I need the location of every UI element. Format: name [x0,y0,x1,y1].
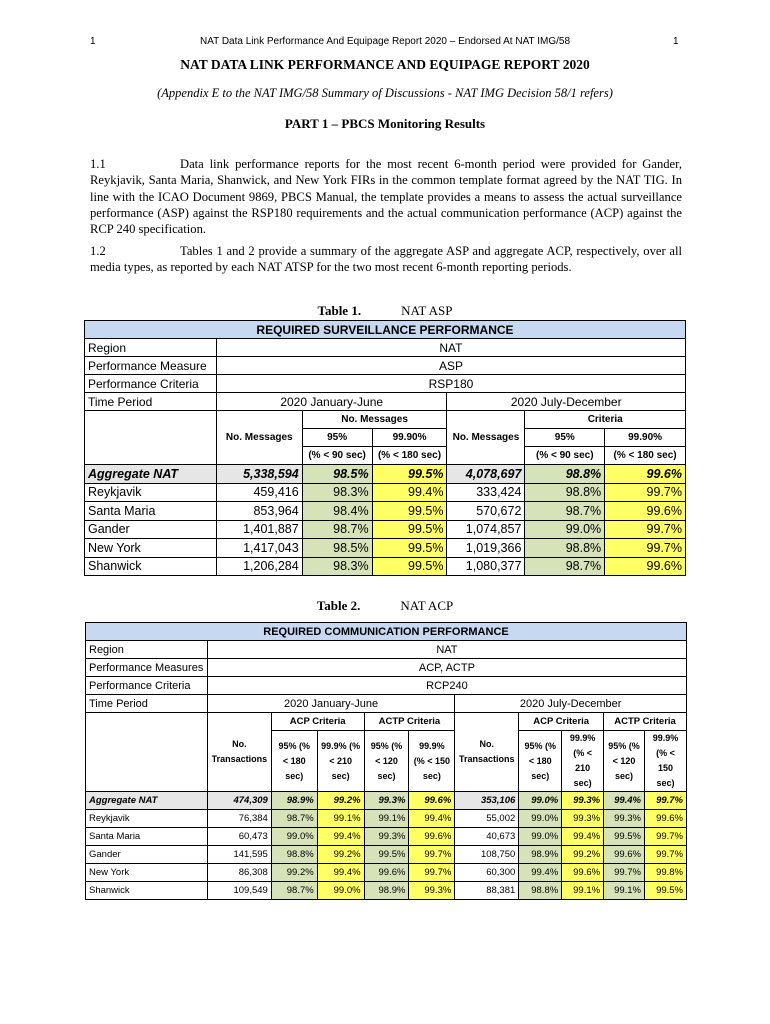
table2-transactions-2: 108,750 [455,846,519,864]
table2-actp95-1: 99.6% [364,864,409,882]
table2-acp95-1: 98.7% [271,882,317,900]
table2-h-actp95-2: 95% (% < 120 sec) [604,731,645,792]
document-title: NAT DATA LINK PERFORMANCE AND EQUIPAGE REPORT 2020 [180,57,590,72]
table2-row [86,810,687,828]
table2-transactions-1: 76,384 [207,810,271,828]
table2-actp95-2: 99.1% [604,882,645,900]
table2-region-name: New York [86,864,208,882]
table2-transactions-2: 40,673 [455,828,519,846]
table1-sub2: Criteria [525,411,686,429]
table2-transactions-2: 60,300 [455,864,519,882]
table1-caption-title: NAT ASP [401,303,453,318]
table2-acp999-2: 99.3% [562,792,604,810]
table2-actp95-1: 99.1% [364,810,409,828]
table2-transactions-1: 474,309 [207,792,271,810]
table1-p95-2: 98.7% [525,502,605,521]
table2-acp95-2: 99.4% [519,864,562,882]
table2-acp999-1: 99.4% [317,828,364,846]
table2-transactions-1: 60,473 [207,828,271,846]
table1-row [85,539,686,558]
table2-banner: REQUIRED COMMUNICATION PERFORMANCE [86,623,687,641]
table1-measure-value: ASP [216,357,685,375]
table2-acp999-1: 99.1% [317,810,364,828]
page-number-left: 1 [90,36,96,47]
table2-transactions-1: 86,308 [207,864,271,882]
table2-h-acp95-1: 95% (% < 180 sec) [271,731,317,792]
table2-actp95-1: 99.5% [364,846,409,864]
table2-actp95-2: 99.5% [604,828,645,846]
table1-messages-2: 1,019,366 [447,539,525,558]
table2-measure-label: Performance Measures [86,659,208,677]
table1-messages-1: 1,206,284 [216,557,302,576]
table1-p999-1: 99.5% [372,539,447,558]
table1-row [85,520,686,539]
table2-actp999-2: 99.6% [645,810,687,828]
table2-actp95-1: 99.3% [364,828,409,846]
table1-p95-1: 98.4% [302,502,372,521]
table1-p999-1: 99.5% [372,465,447,484]
table2-transactions-1: 141,595 [207,846,271,864]
table1-crit95-1: (% < 90 sec) [302,447,372,465]
table1-p95-2: 98.7% [525,557,605,576]
table2-acp999-2: 99.4% [562,828,604,846]
table2-acp95-1: 99.0% [271,828,317,846]
table2-acp999-1: 99.0% [317,882,364,900]
part-heading: PART 1 – PBCS Monitoring Results [284,116,486,131]
table1-region-name: Santa Maria [85,502,217,521]
table2-acp999-2: 99.1% [562,882,604,900]
table2-acp999-2: 99.3% [562,810,604,828]
table2-acp999-1: 99.4% [317,864,364,882]
table1-region-name: Aggregate NAT [85,465,217,484]
table1-region-name: Shanwick [85,557,217,576]
table2-criteria-value: RCP240 [207,677,686,695]
table2-row [86,882,687,900]
table1-p999-2: 99.7% [605,539,686,558]
table2-acp95-1: 99.2% [271,864,317,882]
table1-region-name: New York [85,539,217,558]
table1-p999-1: 99.5% [372,502,447,521]
table1-caption [0,303,770,319]
table2-criteria-label: Performance Criteria [86,677,208,695]
table2-row [86,864,687,882]
table1-no-messages-1: No. Messages [216,411,302,465]
table2-acp95-1: 98.7% [271,810,317,828]
table1-col999-2: 99.90% [605,429,686,447]
table2-acp-criteria-2: ACP Criteria [519,713,604,731]
table1-measure-label: Performance Measure [85,357,217,375]
table1-nat-asp [84,320,686,576]
table1-messages-2: 1,074,857 [447,520,525,539]
table1-row [85,502,686,521]
table2-acp95-2: 99.0% [519,828,562,846]
table1-aggregate-row [85,465,686,484]
table2-transactions-2: 88,381 [455,882,519,900]
table2-actp999-1: 99.3% [409,882,455,900]
table1-messages-1: 1,401,887 [216,520,302,539]
table1-caption-label: Table 1. [317,303,362,318]
table1-messages-1: 853,964 [216,502,302,521]
table2-actp999-2: 99.7% [645,828,687,846]
table1-messages-1: 459,416 [216,483,302,502]
table2-actp999-2: 99.7% [645,792,687,810]
table2-no-transactions-2: No. Transactions [455,713,519,792]
table2-acp999-2: 99.6% [562,864,604,882]
page-number-right: 1 [673,36,679,47]
table2-acp95-2: 98.8% [519,882,562,900]
table2-actp999-1: 99.6% [409,828,455,846]
table1-p999-1: 99.5% [372,557,447,576]
table2-actp95-2: 99.4% [604,792,645,810]
table1-p999-2: 99.6% [605,502,686,521]
table2-acp95-1: 98.8% [271,846,317,864]
table2-acp999-1: 99.2% [317,846,364,864]
table1-col95-2: 95% [525,429,605,447]
table2-actp999-1: 99.4% [409,810,455,828]
table2-row [86,846,687,864]
table1-p999-2: 99.6% [605,557,686,576]
table1-p95-2: 99.0% [525,520,605,539]
table2-acp95-1: 98.9% [271,792,317,810]
table2-actp-criteria-1: ACTP Criteria [364,713,455,731]
table2-transactions-2: 353,106 [455,792,519,810]
table2-transactions-2: 55,002 [455,810,519,828]
table2-actp95-1: 99.3% [364,792,409,810]
table2-acp999-1: 99.2% [317,792,364,810]
table2-acp-criteria-1: ACP Criteria [271,713,364,731]
table1-p95-2: 98.8% [525,483,605,502]
table2-actp999-2: 99.7% [645,846,687,864]
table1-region-name: Reykjavik [85,483,217,502]
table2-actp999-1: 99.6% [409,792,455,810]
table2-header-blank [86,713,208,792]
table1-p999-1: 99.4% [372,483,447,502]
table2-actp999-1: 99.7% [409,864,455,882]
table1-crit999-2: (% < 180 sec) [605,447,686,465]
table2-actp95-2: 99.6% [604,846,645,864]
table1-p95-1: 98.3% [302,483,372,502]
table1-row [85,483,686,502]
table2-actp999-2: 99.5% [645,882,687,900]
table1-time-label: Time Period [85,393,217,411]
table2-no-transactions-1: No. Transactions [207,713,271,792]
table2-region-name: Gander [86,846,208,864]
paragraph-text: Tables 1 and 2 provide a summary of the aggregate ASP and aggregate ACP, respectively, over all media types, as reported by each NAT ATSP for the two most recent 6-month reporting periods. [90,244,682,275]
table2-actp95-2: 99.3% [604,810,645,828]
table1-criteria-label: Performance Criteria [85,375,217,393]
table2-acp95-2: 99.0% [519,810,562,828]
table1-p95-2: 98.8% [525,465,605,484]
table1-period1: 2020 January-June [216,393,447,411]
table2-region-name: Shanwick [86,882,208,900]
table2-region-name: Reykjavik [86,810,208,828]
table1-p999-2: 99.7% [605,483,686,502]
table1-col95-1: 95% [302,429,372,447]
table2-transactions-1: 109,549 [207,882,271,900]
table1-sub1: No. Messages [302,411,447,429]
table2-region-label: Region [86,641,208,659]
table1-messages-2: 4,078,697 [447,465,525,484]
table1-messages-2: 1,080,377 [447,557,525,576]
table2-period2: 2020 July-December [455,695,687,713]
table1-header-blank [85,411,217,465]
table1-criteria-value: RSP180 [216,375,685,393]
table2-region-name: Santa Maria [86,828,208,846]
table1-messages-2: 333,424 [447,483,525,502]
table2-h-actp95-1: 95% (% < 120 sec) [364,731,409,792]
table1-p95-1: 98.7% [302,520,372,539]
table2-caption-title: NAT ACP [400,598,454,613]
table1-region-label: Region [85,339,217,357]
table1-crit95-2: (% < 90 sec) [525,447,605,465]
table2-caption [0,598,770,614]
table1-no-messages-2: No. Messages [447,411,525,465]
table2-actp95-2: 99.7% [604,864,645,882]
paragraph-number: 1.2 [90,244,106,258]
table1-p999-1: 99.5% [372,520,447,539]
table2-aggregate-row [86,792,687,810]
paragraph-1-1 [90,156,682,237]
table2-nat-acp [85,622,687,900]
table2-measure-value: ACP, ACTP [207,659,686,677]
table2-actp-criteria-2: ACTP Criteria [604,713,687,731]
table2-row [86,828,687,846]
document-subtitle: (Appendix E to the NAT IMG/58 Summary of Discussions - NAT IMG Decision 58/1 refers) [157,86,613,100]
table1-banner: REQUIRED SURVEILLANCE PERFORMANCE [85,321,686,339]
table1-region-name: Gander [85,520,217,539]
table2-caption-label: Table 2. [316,598,361,613]
table2-region-name: Aggregate NAT [86,792,208,810]
table2-period1: 2020 January-June [207,695,454,713]
table1-p95-1: 98.5% [302,465,372,484]
table2-actp999-2: 99.8% [645,864,687,882]
table1-p95-1: 98.5% [302,539,372,558]
running-title: NAT Data Link Performance And Equipage Report 2020 – Endorsed At NAT IMG/58 [199,36,571,47]
table2-acp999-2: 99.2% [562,846,604,864]
table1-messages-2: 570,672 [447,502,525,521]
table2-h-acp999-1: 99.9% (% < 210 sec) [317,731,364,792]
table1-col999-1: 99.90% [372,429,447,447]
table1-messages-1: 1,417,043 [216,539,302,558]
table2-h-acp95-2: 95% (% < 180 sec) [519,731,562,792]
table1-period2: 2020 July-December [447,393,686,411]
table1-messages-1: 5,338,594 [216,465,302,484]
paragraph-number: 1.1 [90,157,106,171]
table2-h-acp999-2: 99.9% (% < 210 sec) [562,731,604,792]
table2-region-value: NAT [207,641,686,659]
table2-actp95-1: 98.9% [364,882,409,900]
table1-region-value: NAT [216,339,685,357]
paragraph-text: Data link performance reports for the most recent 6-month period were provided for Gander, Reykjavik, Santa Maria, Shanwick, and New York FIRs in the common template format agreed by the NAT TIG. In line with the ICAO Document 9869, PBCS Manual, the template provides a means to assess the actual surveillance performance (ASP) against the RSP180 requirements and the actual communication performance (ACP) against the RCP 240 specification. [90,157,682,237]
table2-h-actp999-2: 99.9% (% < 150 sec) [645,731,687,792]
paragraph-1-2 [90,243,682,276]
table2-acp95-2: 98.9% [519,846,562,864]
table1-p999-2: 99.6% [605,465,686,484]
table2-acp95-2: 99.0% [519,792,562,810]
table2-actp999-1: 99.7% [409,846,455,864]
table1-p95-2: 98.8% [525,539,605,558]
table2-h-actp999-1: 99.9% (% < 150 sec) [409,731,455,792]
table2-time-label: Time Period [86,695,208,713]
table1-p999-2: 99.7% [605,520,686,539]
table1-crit999-1: (% < 180 sec) [372,447,447,465]
table1-row [85,557,686,576]
table1-p95-1: 98.3% [302,557,372,576]
